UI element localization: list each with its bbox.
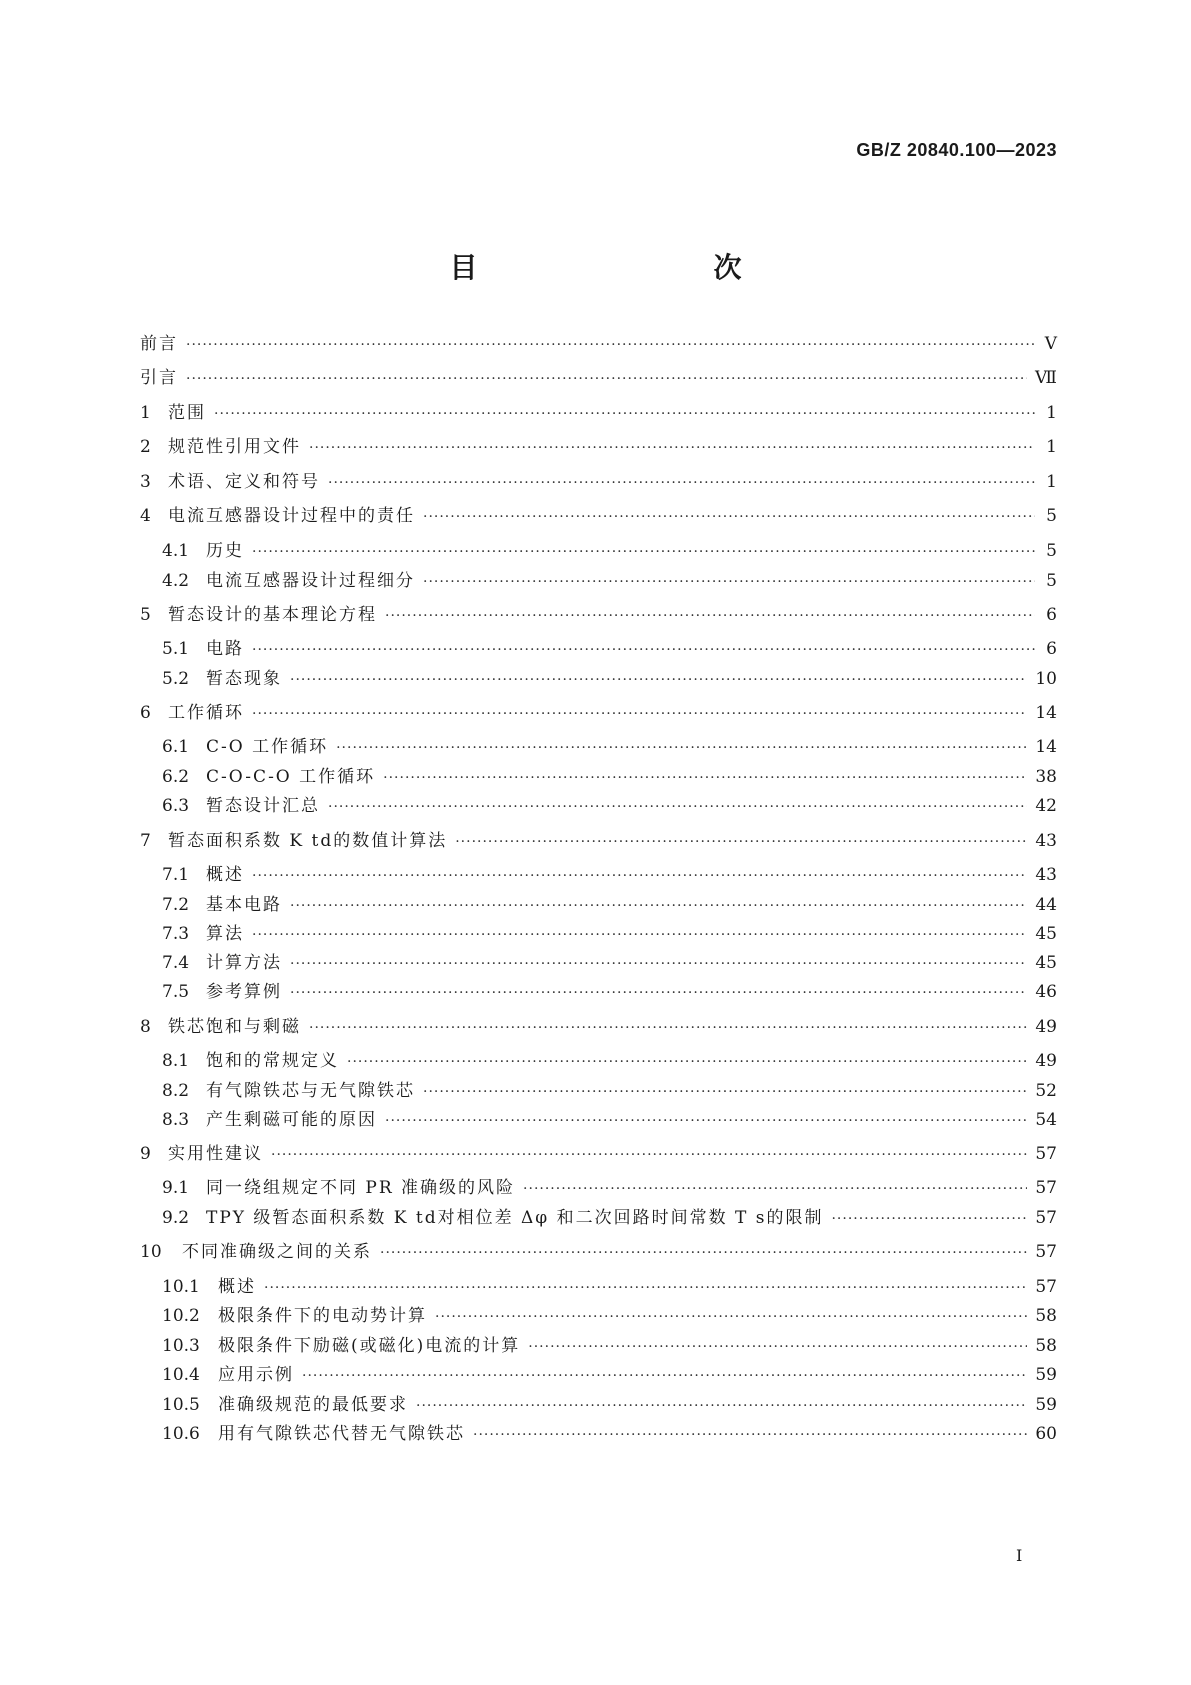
- toc-entry[interactable]: [162, 668, 1057, 690]
- toc-leader-dots: [423, 571, 1035, 593]
- toc-entry-page: 5: [1046, 506, 1057, 526]
- toc-entry[interactable]: [162, 864, 1057, 886]
- toc-entry-page: 42: [1035, 796, 1057, 816]
- page-folio: I: [1016, 1546, 1023, 1565]
- toc-entry-label: 参考算例: [206, 982, 282, 1002]
- toc-leader-dots: [264, 1277, 1027, 1299]
- toc-entry-number: 1: [140, 403, 151, 423]
- toc-leader-dots: [271, 1144, 1027, 1166]
- toc-leader-dots: [473, 1424, 1027, 1446]
- toc-entry[interactable]: [162, 795, 1057, 817]
- toc-leader-dots: [252, 639, 1035, 661]
- page-title: 目 次: [449, 251, 802, 284]
- toc-entry-page: 14: [1035, 737, 1057, 757]
- toc-entry-number: 5.2: [162, 669, 190, 689]
- toc-entry[interactable]: [162, 570, 1057, 592]
- toc-entry-label: 前言: [140, 334, 178, 354]
- toc-leader-dots: [290, 669, 1027, 691]
- toc-entry-number: 4.1: [162, 541, 190, 561]
- toc-entry-page: 58: [1035, 1306, 1057, 1326]
- toc-entry-number: 10.2: [162, 1306, 200, 1326]
- toc-leader-dots: [423, 1081, 1027, 1103]
- standard-code: GB/Z 20840.100—2023: [856, 140, 1057, 160]
- toc-leader-dots: [328, 796, 1027, 818]
- toc-entry-label: 引言: [140, 368, 178, 388]
- toc-entry-number: 10.3: [162, 1336, 200, 1356]
- toc-entry-label: 范围: [168, 403, 206, 423]
- toc-entry-page: Ⅴ: [1044, 334, 1057, 354]
- toc-entry-label: 暂态设计的基本理论方程: [168, 605, 377, 625]
- toc-entry-number: 10.1: [162, 1277, 200, 1297]
- toc-leader-dots: [380, 1242, 1027, 1264]
- toc-entry-page: 58: [1035, 1336, 1057, 1356]
- toc-entry-label: 术语、定义和符号: [168, 472, 320, 492]
- toc-leader-dots: [252, 865, 1027, 887]
- toc-entry-label: 同一绕组规定不同 PR 准确级的风险: [206, 1178, 516, 1198]
- toc-leader-dots: [302, 1365, 1027, 1387]
- toc-entry[interactable]: [162, 1207, 1057, 1229]
- toc-entry-page: 43: [1035, 865, 1057, 885]
- toc-entry[interactable]: [140, 1143, 1057, 1165]
- toc-leader-dots: [347, 1051, 1027, 1073]
- toc-entry[interactable]: [140, 333, 1057, 355]
- toc-entry-page: 57: [1035, 1178, 1057, 1198]
- toc-entry-page: 57: [1035, 1277, 1057, 1297]
- toc-entry[interactable]: [140, 1241, 1057, 1263]
- toc-entry[interactable]: [162, 1276, 1057, 1298]
- toc-leader-dots: [186, 368, 1027, 390]
- toc-entry-label: 规范性引用文件: [168, 437, 301, 457]
- toc-entry[interactable]: [162, 1050, 1057, 1072]
- toc-leader-dots: [423, 506, 1035, 528]
- toc-entry[interactable]: [162, 1109, 1057, 1131]
- toc-entry-label: 铁芯饱和与剩磁: [168, 1017, 301, 1037]
- toc-entry-number: 5: [140, 605, 151, 625]
- toc-entry-number: 9.1: [162, 1178, 190, 1198]
- toc-leader-dots: [523, 1178, 1027, 1200]
- toc-entry-number: 4.2: [162, 571, 190, 591]
- toc-entry-label: 算法: [206, 924, 244, 944]
- toc-entry-page: 6: [1046, 639, 1057, 659]
- toc-entry-page: 5: [1046, 571, 1057, 591]
- toc-entry[interactable]: [162, 894, 1057, 916]
- toc-entry-label: 基本电路: [206, 895, 282, 915]
- toc-entry-label: 概述: [218, 1277, 256, 1297]
- toc-entry-page: 1: [1046, 437, 1057, 457]
- toc-entry-label: 暂态现象: [206, 669, 282, 689]
- toc-entry-label: 不同准确级之间的关系: [182, 1242, 372, 1262]
- toc-entry-label: 概述: [206, 865, 244, 885]
- toc-leader-dots: [290, 953, 1027, 975]
- toc-entry[interactable]: [162, 736, 1057, 758]
- toc-entry-page: 54: [1035, 1110, 1057, 1130]
- toc-entry[interactable]: [162, 1305, 1057, 1327]
- toc-entry-label: 暂态设计汇总: [206, 796, 320, 816]
- toc-leader-dots: [328, 472, 1035, 494]
- toc-entry-label: 饱和的常规定义: [206, 1051, 339, 1071]
- toc-entry[interactable]: [140, 471, 1057, 493]
- toc-leader-dots: [385, 605, 1035, 627]
- toc-leader-dots: [252, 541, 1035, 563]
- toc-entry-label: 工作循环: [168, 703, 244, 723]
- toc-entry-label: 产生剩磁可能的原因: [206, 1110, 377, 1130]
- toc-leader-dots: [309, 437, 1035, 459]
- toc-entry-number: 7.3: [162, 924, 190, 944]
- toc-entry-label: 用有气隙铁芯代替无气隙铁芯: [218, 1424, 465, 1444]
- toc-entry-number: 6.2: [162, 767, 190, 787]
- toc-entry[interactable]: [162, 1423, 1057, 1445]
- toc-leader-dots: [385, 1110, 1027, 1132]
- toc-entry-page: 59: [1035, 1395, 1057, 1415]
- toc-entry-number: 3: [140, 472, 151, 492]
- toc-entry-label: 电流互感器设计过程中的责任: [168, 506, 415, 526]
- toc-leader-dots: [383, 767, 1027, 789]
- toc-entry-number: 6.3: [162, 796, 190, 816]
- toc-leader-dots: [252, 703, 1027, 725]
- toc-leader-dots: [186, 334, 1035, 356]
- toc-entry-label: 实用性建议: [168, 1144, 263, 1164]
- toc-leader-dots: [336, 737, 1027, 759]
- toc-leader-dots: [290, 895, 1027, 917]
- toc-entry-page: 43: [1035, 831, 1057, 851]
- toc-entry[interactable]: [140, 505, 1057, 527]
- toc-entry-number: 6: [140, 703, 151, 723]
- toc-entry-page: Ⅶ: [1035, 368, 1057, 388]
- toc-entry-number: 7.2: [162, 895, 190, 915]
- toc-entry-number: 9.2: [162, 1208, 190, 1228]
- toc-entry-label: C-O-C-O 工作循环: [206, 767, 376, 787]
- toc-entry-page: 44: [1035, 895, 1057, 915]
- toc-entry-number: 2: [140, 437, 151, 457]
- toc-entry[interactable]: [162, 981, 1057, 1003]
- toc-entry-number: 4: [140, 506, 151, 526]
- toc-entry-number: 8: [140, 1017, 151, 1037]
- toc-entry[interactable]: [140, 830, 1057, 852]
- toc-entry-number: 8.3: [162, 1110, 190, 1130]
- toc-entry-page: 52: [1035, 1081, 1057, 1101]
- toc-leader-dots: [831, 1208, 1027, 1230]
- toc-entry-page: 38: [1035, 767, 1057, 787]
- toc-entry-page: 57: [1035, 1144, 1057, 1164]
- toc-entry-label: 应用示例: [218, 1365, 294, 1385]
- toc-entry-page: 5: [1046, 541, 1057, 561]
- toc-leader-dots: [252, 924, 1027, 946]
- toc-entry-page: 1: [1046, 472, 1057, 492]
- toc-entry-label: 有气隙铁芯与无气隙铁芯: [206, 1081, 415, 1101]
- toc-entry-page: 49: [1035, 1051, 1057, 1071]
- toc-entry-label: 极限条件下的电动势计算: [218, 1306, 427, 1326]
- toc-entry-page: 59: [1035, 1365, 1057, 1385]
- toc-entry[interactable]: [162, 766, 1057, 788]
- toc-entry-label: 准确级规范的最低要求: [218, 1395, 408, 1415]
- toc-entry-page: 10: [1035, 669, 1057, 689]
- toc-entry-number: 7.4: [162, 953, 190, 973]
- toc-entry-number: 7.1: [162, 865, 190, 885]
- toc-entry[interactable]: [140, 604, 1057, 626]
- toc-entry-number: 10: [140, 1242, 162, 1262]
- toc-entry-page: 45: [1035, 924, 1057, 944]
- toc-entry-label: 电路: [206, 639, 244, 659]
- toc-leader-dots: [309, 1017, 1027, 1039]
- toc-entry-page: 45: [1035, 953, 1057, 973]
- toc-leader-dots: [290, 982, 1027, 1004]
- toc-entry-number: 7.5: [162, 982, 190, 1002]
- toc-entry-number: 8.1: [162, 1051, 190, 1071]
- toc-entry[interactable]: [162, 1177, 1057, 1199]
- toc-entry[interactable]: [162, 540, 1057, 562]
- toc-entry-label: 电流互感器设计过程细分: [206, 571, 415, 591]
- toc-leader-dots: [416, 1395, 1027, 1417]
- toc-entry-number: 8.2: [162, 1081, 190, 1101]
- toc-leader-dots: [528, 1336, 1027, 1358]
- toc-leader-dots: [455, 831, 1027, 853]
- toc-entry-label: 历史: [206, 541, 244, 561]
- toc-entry[interactable]: [162, 923, 1057, 945]
- toc-entry[interactable]: [162, 1364, 1057, 1386]
- toc-entry-label: TPY 级暂态面积系数 K td对相位差 Δφ 和二次回路时间常数 T s的限制: [206, 1208, 824, 1228]
- toc-entry-number: 9: [140, 1144, 151, 1164]
- toc-entry-number: 10.5: [162, 1395, 200, 1415]
- toc-entry-page: 57: [1035, 1242, 1057, 1262]
- toc-entry-page: 1: [1046, 403, 1057, 423]
- toc-entry-number: 7: [140, 831, 151, 851]
- toc-entry[interactable]: [140, 436, 1057, 458]
- toc-entry[interactable]: [140, 1016, 1057, 1038]
- toc-entry-label: C-O 工作循环: [206, 737, 329, 757]
- toc-entry[interactable]: [162, 1335, 1057, 1357]
- toc-entry-page: 57: [1035, 1208, 1057, 1228]
- toc-entry[interactable]: [162, 1394, 1057, 1416]
- toc-entry-page: 49: [1035, 1017, 1057, 1037]
- toc-entry[interactable]: [140, 402, 1057, 424]
- toc-entry-page: 6: [1046, 605, 1057, 625]
- toc-entry-page: 60: [1035, 1424, 1057, 1444]
- toc-leader-dots: [214, 403, 1035, 425]
- toc-entry-number: 6.1: [162, 737, 190, 757]
- toc-entry-label: 极限条件下励磁(或磁化)电流的计算: [218, 1336, 521, 1356]
- toc-entry[interactable]: [140, 367, 1057, 389]
- toc-leader-dots: [435, 1306, 1027, 1328]
- toc-entry-number: 10.6: [162, 1424, 200, 1444]
- toc-entry[interactable]: [140, 702, 1057, 724]
- toc-entry[interactable]: [162, 952, 1057, 974]
- toc-entry[interactable]: [162, 638, 1057, 660]
- toc-entry-label: 计算方法: [206, 953, 282, 973]
- toc-entry-number: 10.4: [162, 1365, 200, 1385]
- toc-entry-page: 46: [1035, 982, 1057, 1002]
- toc-entry-number: 5.1: [162, 639, 190, 659]
- toc-entry-page: 14: [1035, 703, 1057, 723]
- toc-entry-label: 暂态面积系数 K td的数值计算法: [168, 831, 448, 851]
- toc-entry[interactable]: [162, 1080, 1057, 1102]
